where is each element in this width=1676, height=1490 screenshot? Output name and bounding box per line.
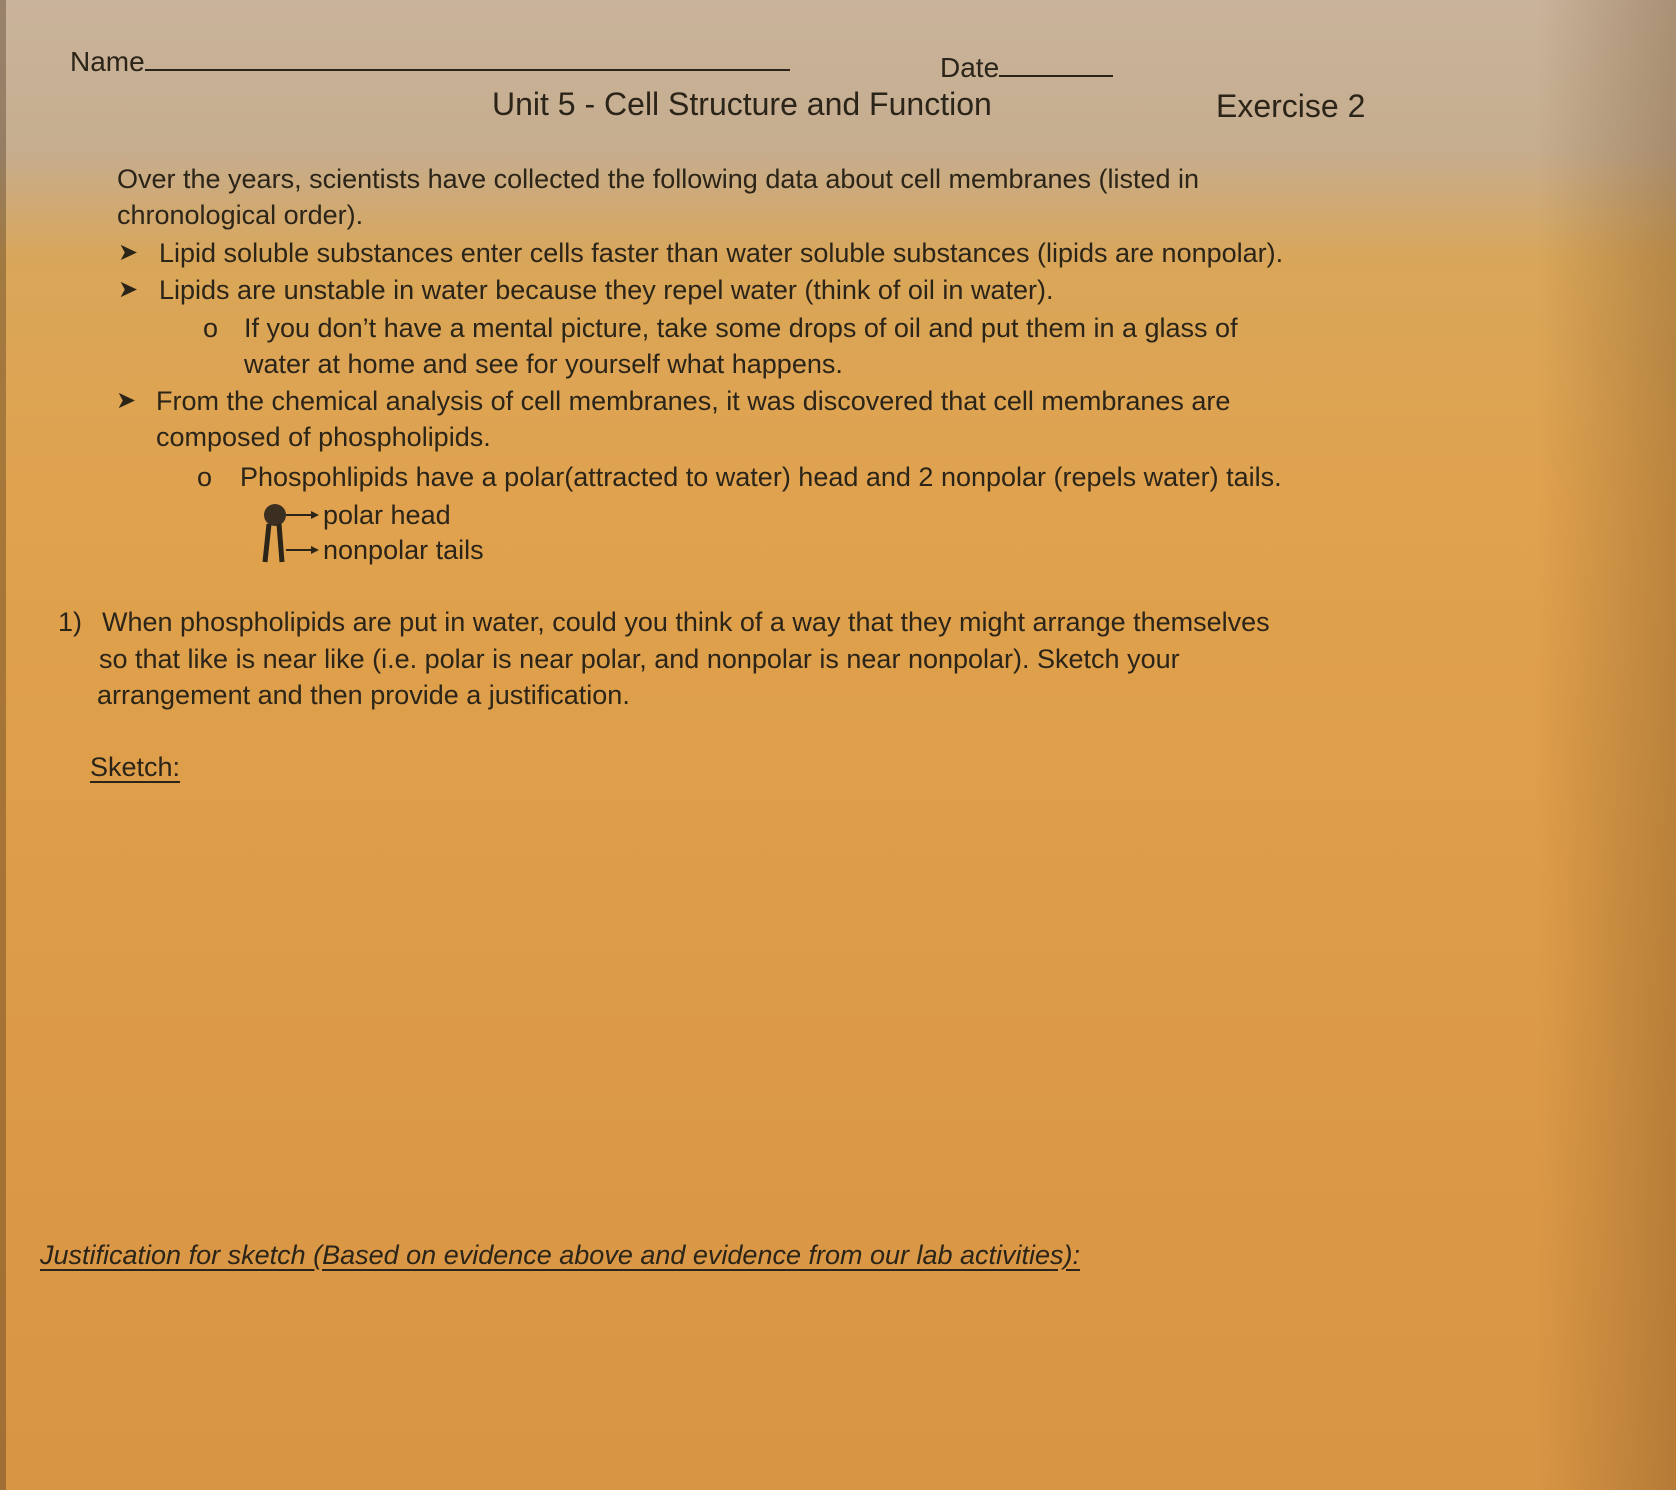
question-number: 1)	[58, 607, 83, 637]
question-line-1: When phospholipids are put in water, could you think of a way that they might arrange themselves	[102, 607, 1270, 637]
bullet-3-line-1: From the chemical analysis of cell membranes, it was discovered that cell membranes are	[156, 386, 1231, 416]
polar-head-label: polar head	[323, 500, 451, 530]
bullet-3-line-2: composed of phospholipids.	[156, 422, 491, 452]
bullet-1: Lipid soluble substances enter cells faster than water soluble substances (lipids are nonpolar).	[159, 238, 1284, 268]
nonpolar-tails-label: nonpolar tails	[323, 535, 484, 565]
sketch-area[interactable]	[90, 795, 1390, 1215]
arrow-bullet-icon: ➤	[118, 276, 139, 303]
page-title: Unit 5 - Cell Structure and Function	[492, 86, 992, 122]
name-label: Name	[70, 46, 145, 77]
intro-line-2: chronological order).	[117, 200, 364, 230]
exercise-label: Exercise 2	[1216, 88, 1366, 124]
bullet-3-sub: Phospohlipids have a polar(attracted to water) head and 2 nonpolar (repels water) tails.	[240, 462, 1282, 492]
intro-line-1: Over the years, scientists have collected the following data about cell membranes (listed in	[117, 164, 1200, 194]
phospholipid-icon	[255, 500, 325, 566]
justification-label: Justification for sketch (Based on evidence above and evidence from our lab activities):	[40, 1240, 1081, 1270]
date-blank-line[interactable]	[999, 75, 1113, 77]
date-field	[940, 52, 1113, 84]
question-line-2: so that like is near like (i.e. polar is near polar, and nonpolar is near nonpolar). Sketch your	[99, 644, 1180, 674]
arrow-bullet-icon: ➤	[116, 387, 137, 414]
page-right-shadow	[1536, 0, 1676, 1490]
page-edge-shadow	[0, 0, 6, 1490]
bullet-2-sub-line-1: If you don’t have a mental picture, take some drops of oil and put them in a glass of	[244, 313, 1238, 343]
justification-area[interactable]	[40, 1290, 1340, 1470]
name-field	[70, 46, 790, 78]
arrow-bullet-icon: ➤	[118, 239, 139, 266]
bullet-2: Lipids are unstable in water because they repel water (think of oil in water).	[159, 275, 1054, 305]
name-blank-line[interactable]	[145, 69, 790, 71]
sub-bullet-marker: o	[203, 313, 219, 343]
sketch-label: Sketch:	[90, 752, 181, 782]
question-line-3: arrangement and then provide a justification.	[97, 680, 630, 710]
sub-bullet-marker: o	[197, 462, 213, 492]
date-label: Date	[940, 52, 1000, 83]
bullet-2-sub-line-2: water at home and see for yourself what happens.	[244, 349, 843, 379]
